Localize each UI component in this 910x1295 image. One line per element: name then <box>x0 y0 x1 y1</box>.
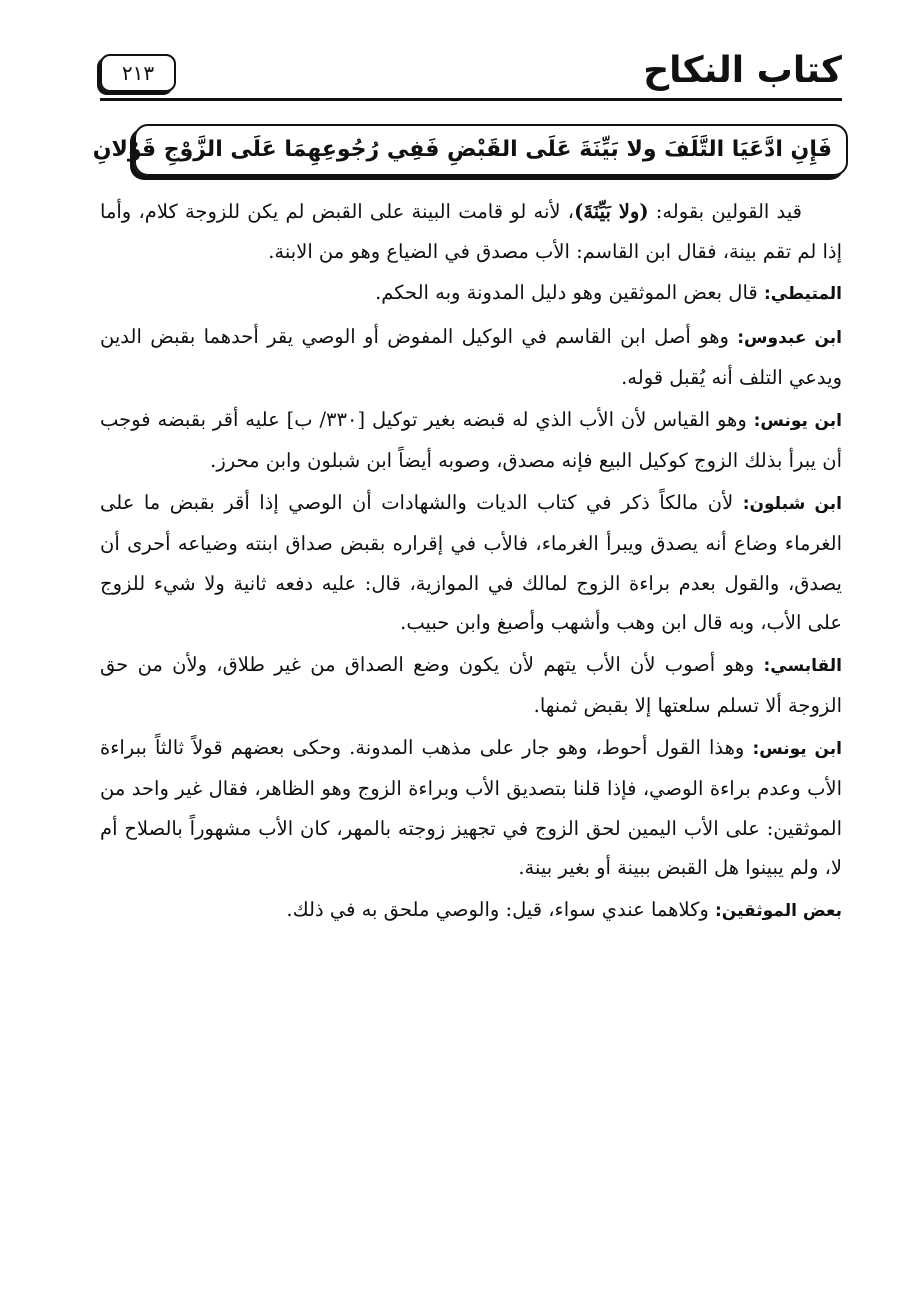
paragraph-text: قيد القولين بقوله: <box>648 200 802 223</box>
paragraph <box>100 400 842 481</box>
paragraph-text: وهو أصل ابن القاسم في الوكيل المفوض أو الوصي يقر أحدهما بقبض الدين ويدعي التلف أنه يُقبل قوله. <box>100 324 842 389</box>
paragraph-text: ، لأنه لو قامت البينة على القبض لم يكن للزوجة كلام، وأما إذا لم تقم بينة، فقال ابن القاسم: الأب مصدق في الضياع وهو من الابنة. <box>100 200 842 263</box>
speaker-name: ابن يونس: <box>752 738 842 759</box>
paragraph-text: وهو القياس لأن الأب الذي له قبضه بغير توكيل [٣٣٠/ ب] عليه أقر بقبضه فوجب أن يبرأ بذلك الزوج كوكيل البيع فإنه مصدق، وصوبه أيضاً ابن شبلون وابن محرز. <box>100 407 842 472</box>
speaker-name: القابسي: <box>763 655 842 676</box>
speaker-name: ابن شبلون: <box>742 493 842 514</box>
quoted-text: (ولا بَيِّنَةَ) <box>574 200 649 223</box>
paragraph <box>100 890 842 932</box>
paragraph-text: وهو أصوب لأن الأب يتهم لأن يكون وضع الصداق من غير طلاق، ولأن من حق الزوجة ألا تسلم سلعتها إلا بقبض ثمنها. <box>100 652 842 717</box>
speaker-name: ابن عبدوس: <box>737 327 842 348</box>
page-header <box>100 46 842 102</box>
header-rule <box>100 98 842 101</box>
paragraph <box>100 192 842 271</box>
paragraph <box>100 645 842 726</box>
document-page <box>92 46 842 933</box>
book-title: كتاب النكاح <box>643 50 842 91</box>
speaker-name: ابن يونس: <box>753 410 842 431</box>
paragraph-text: وكلاهما عندي سواء، قيل: والوصي ملحق به في ذلك. <box>286 897 715 921</box>
speaker-name: المتيطي: <box>763 284 842 304</box>
section-heading: فَإِنِ ادَّعَيَا التَّلَفَ ولا بَيِّنَةَ عَلَى القَبْضِ فَفِي رُجُوعِهِمَا عَلَى الزَّوْجِ قَوْلانِ <box>134 124 848 176</box>
page-number: ٢١٣ <box>100 54 176 92</box>
paragraph-text: قال بعض الموثقين وهو دليل المدونة وبه الحكم. <box>375 281 764 304</box>
paragraph <box>100 273 842 315</box>
body-text <box>100 192 842 931</box>
paragraph-text: لأن مالكاً ذكر في كتاب الديات والشهادات أن الوصي إذا أقر بقبض ما على الغرماء وضاع أنه يصدق ويبرأ الغرماء، فالأب في إقراره بقبض صداق ابنته وضياعه أحرى أن يصدق، والقول بعدم براءة الزوج لمالك في الموازية، قال: عليه دفعه ثانية ولا شيء للزوج على الأب، وبه قال ابن وهب وأشهب وأصبغ وابن حبيب. <box>100 490 842 634</box>
paragraph <box>100 317 842 398</box>
speaker-name: بعض الموثقين: <box>714 900 842 921</box>
paragraph <box>100 728 842 888</box>
paragraph-text: وهذا القول أحوط، وهو جار على مذهب المدونة. وحكى بعضهم قولاً ثالثاً ببراءة الأب وعدم براءة الوصي، فإذا قلنا بتصديق الأب وبراءة الزوج وهو الظاهر، فقال غير واحد من الموثقين: على الأب اليمين لحق الزوج في تجهيز زوجته بالمهر، كان الأب مشهوراً بالصلاح أم لا، ولم يبينوا هل القبض ببينة أو بغير بينة. <box>100 735 842 879</box>
paragraph <box>100 483 842 643</box>
